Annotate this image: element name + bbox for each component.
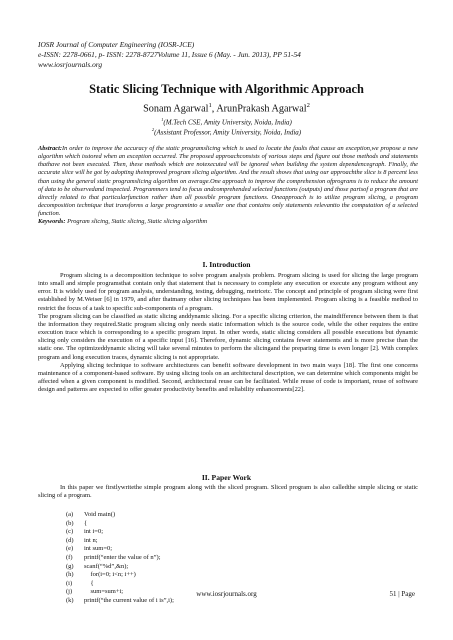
code-line (66, 580, 386, 589)
footer-url: www.iosrjournals.org (196, 590, 257, 598)
code-line-label: (h) (66, 571, 74, 579)
code-line (66, 571, 386, 580)
code-line-label: (f) (66, 553, 73, 561)
author-1-sup: 1 (208, 102, 212, 109)
code-line-label: (k) (66, 596, 74, 604)
code-line-label: (c) (66, 528, 74, 536)
issn-line: e-ISSN: 2278-0661, p- ISSN: 2278-8727Volume 11, Issue 6 (May. - Jun. 2013), PP 51-54 (38, 50, 301, 59)
abstract-label: Abstract: (38, 145, 62, 152)
code-line (66, 511, 386, 520)
code-line-label: (d) (66, 536, 74, 544)
affiliation-2-sup: 2 (151, 127, 155, 132)
code-line-text: sum=sum+i; (84, 588, 124, 596)
keywords-label: Keywords: (38, 218, 66, 226)
code-line (66, 597, 386, 606)
code-line-text: int sum=0; (84, 545, 113, 553)
code-line-text: printf(“the current value of i is”,i); (84, 596, 174, 604)
affiliation-1-text: (M.Tech CSE, Amity University, Noida, India) (163, 118, 292, 127)
section-heading-introduction: I. Introduction (202, 260, 251, 269)
intro-paragraph-2: The program slicing can be classified as static slicing anddynamic slicing. For a specific slicing criterion, the maindifference between them is that the information they required.Static program slicing only needs static information which is the source code, while the other requires the entire execution trace which is corresponding to a specific program input. In other words, static slicing considers all possible executions but dynamic slicing only considers the execution of a specific input [16]. Therefore, dynamic slicing contains fewer statements and is more precise than the static one. The optimizeddynamic slicing will take several minutes to perform the slicingand the preparing time is even longer [2]. With complex program and long execution traces, dynamic slicing is not appropriate. (38, 312, 418, 361)
code-line-label: (g) (66, 562, 74, 570)
code-line-text: scanf(“%d”,&n); (84, 562, 129, 570)
affiliation-2-text: (Assistant Professor, Amity University, Noida, India) (154, 128, 302, 137)
introduction-body (38, 272, 418, 394)
code-line-label: (e) (66, 545, 74, 553)
keywords-text: Program slicing, Static slicing, Static slicing algorithm (67, 218, 208, 226)
code-line-text: printf(“enter the value of n”); (84, 553, 161, 561)
journal-website: www.iosrjournals.org (38, 60, 103, 69)
code-line-label: (b) (66, 519, 74, 527)
code-line-text: Void main() (84, 511, 116, 518)
affiliation-1-sup: 1 (161, 117, 164, 122)
section-heading-paper-work: II. Paper Work (201, 473, 252, 482)
code-line-label: (a) (66, 511, 74, 518)
code-line-label: (i) (66, 579, 73, 587)
author-separator: , (211, 103, 217, 115)
paper-title: Static Slicing Technique with Algorithmic Approach (89, 82, 364, 96)
code-line (66, 554, 386, 563)
intro-paragraph-1: Program slicing is a decomposition technique to solve program analysis problem. Program slicing is used for slicing the large program into small and simple programsthat contain only that statement that is necessary to complete any execution or execute any program without any error. It is widely used for program analysis, understanding, testing, debugging, metricetc. The concept and principle of program slicing were first established by M.Weiser [6] in 1979, and after thatmany other slicing techniques has been implemented. Program slicing is a feasible method to restrict the focus of a task to specific sub-components of a program. (38, 272, 418, 312)
author-2: ArunPrakash Agarwal (216, 103, 307, 115)
author-line (0, 102, 453, 114)
code-line (66, 537, 386, 546)
author-1: Sonam Agarwal (143, 103, 209, 115)
abstract (38, 145, 418, 227)
affiliation-2 (0, 127, 453, 136)
affiliation-1 (0, 117, 453, 126)
code-line (66, 528, 386, 537)
code-line-text: int i=0; (84, 528, 104, 536)
abstract-text: In order to improve the accuracy of the static programslicing which is used to locate the faults that cause an exception,we propose a new algorithm which isstored when an exception occurred. The proposed approachconsists of various steps and figure out those methods and statements thathave not been executed. Then, these methods which are notexecuted will be ignored when building the system dependencegraph. Finally, the accurate slice will be got by adopting theimproved program slicing algorithm. And the result shows that using our approachthe slice is 8 percent less than using the general static programslicing algorithm on average.One approach to improve the comprehension ofprograms is to reduce the amount of data to be observedand inspected. Programmers tend to focus andcomprehended selected functions (outputs) and those partsof a program that are directly related to that particularfunction rather than all possible program functions. Oneapproach is to utilize program slicing, a program decomposition technique that transforms a large programinto a smaller one that contains only statements relevantto the computation of a selected function. (38, 145, 418, 218)
code-line-text: { (84, 519, 88, 527)
code-line-text: for(i=0; i<n; i++) (84, 571, 136, 579)
code-line-label: (j) (66, 588, 73, 596)
code-line (66, 520, 386, 529)
author-2-sup: 2 (306, 102, 310, 109)
paper-work-body (38, 484, 418, 500)
footer-page-number: 51 | Page (389, 590, 415, 598)
journal-header (38, 40, 418, 70)
intro-paragraph-3: Applying slicing technique to software architectures can benefit software development in two main ways [18]. The first one concerns maintenance of a component-based software. By using slicing tools on an architectural description, we can determine which components might be affected when a given component is modified. Second, architectural reuse can be facilitated. While reuse of code is important, reuse of software design and patterns are expected to offer greater productivity benefits and reliability enhancements[22]. (38, 361, 418, 394)
paper-work-paragraph: In this paper we firstlywritethe simple program along with the sliced program. Sliced program is also calledthe simple slicing or static slicing of a program. (38, 484, 418, 500)
journal-name: IOSR Journal of Computer Engineering (IOSR-JCE) (38, 40, 195, 49)
code-line-text: int n; (84, 536, 98, 544)
code-line-text: { (84, 579, 94, 587)
code-line (66, 563, 386, 572)
code-line (66, 545, 386, 554)
